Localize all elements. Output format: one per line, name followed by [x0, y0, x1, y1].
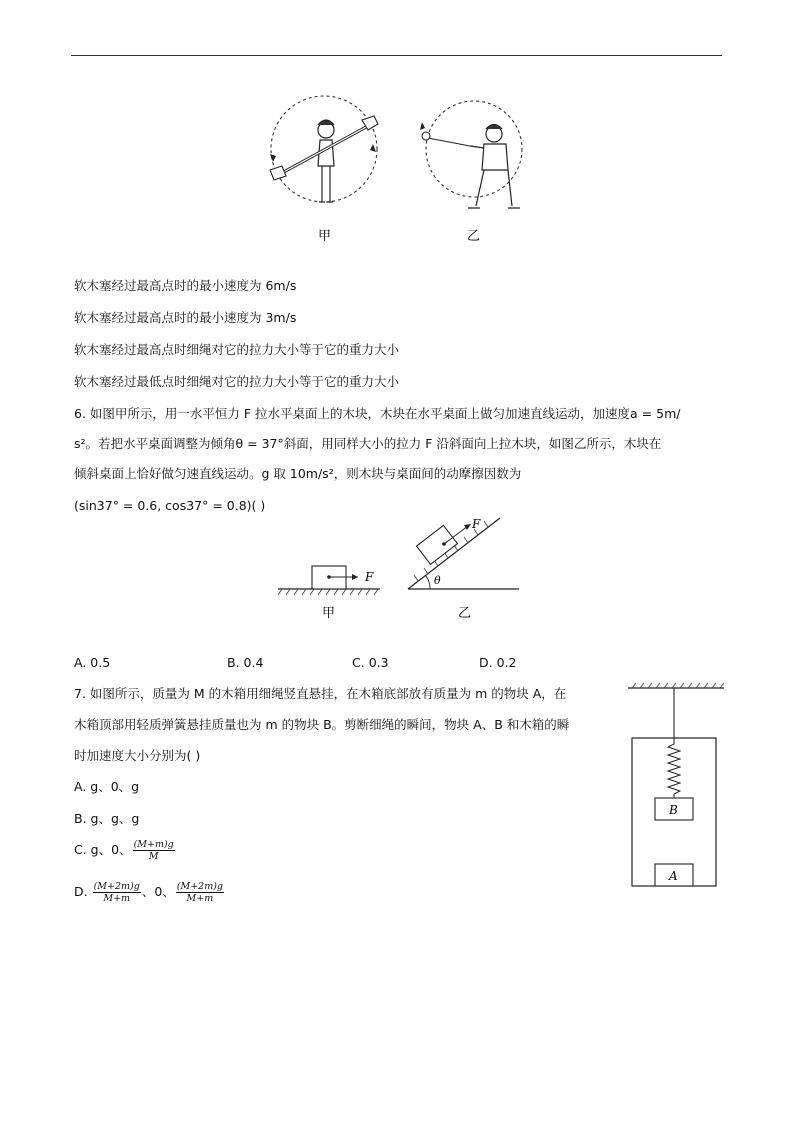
header-rule [71, 55, 722, 56]
figure-caption-left: 甲 [318, 229, 332, 244]
q6-stem-line1: 6. 如图甲所示，用一水平恒力 F 拉水平桌面上的木块，木块在水平桌面上做匀加速直线运动，加速度a = 5m/ [74, 406, 681, 421]
q7-option-d-fraction-1: $\frac{(M+2m)g}{M+m}$ [93, 881, 140, 904]
q7-stem-line2: 木箱顶部用轻质弹簧悬挂质量也为 m 的物块 B。剪断细绳的瞬间，物块 A、B 和木箱的瞬 [74, 717, 570, 732]
q6-stem-line3: 倾斜桌面上恰好做匀速直线运动。g 取 10m/s²，则木块与桌面间的动摩擦因数为 [74, 466, 522, 481]
q6-incline-figure [272, 514, 527, 624]
q7-box-spring-figure [626, 682, 726, 892]
q6-option-d: D. 0.2 [479, 655, 517, 670]
q7-stem-line3: 时加速度大小分别为( ) [74, 748, 201, 763]
q7-option-d-fraction-2: $\frac{(M+2m)g}{M+m}$ [176, 881, 224, 904]
q5-option-c: 软木塞经过最高点时细绳对它的拉力大小等于它的重力大小 [74, 342, 400, 357]
boy-figure-icon [468, 125, 520, 209]
q6-stem-line4: (sin37° = 0.6, cos37° = 0.8)( ) [74, 498, 266, 513]
q6-option-b: B. 0.4 [227, 655, 264, 670]
figure-caption-right: 乙 [467, 229, 481, 244]
girl-figure-icon [318, 120, 334, 202]
circular-motion-figure [262, 92, 532, 252]
q6-force-label-left: F [365, 570, 374, 584]
q6-option-a: A. 0.5 [74, 655, 111, 670]
q5-option-b: 软木塞经过最高点时的最小速度为 3m/s [74, 310, 297, 325]
q6-caption-left: 甲 [322, 606, 336, 621]
q5-option-a: 软木塞经过最高点时的最小速度为 6m/s [74, 278, 297, 293]
q6-option-c: C. 0.3 [352, 655, 389, 670]
q6-stem-line2: s²。若把水平桌面调整为倾角θ = 37°斜面，用同样大小的拉力 F 沿斜面向上拉木块，如图乙所示，木块在 [74, 436, 662, 451]
q6-caption-right: 乙 [458, 606, 472, 621]
q7-label-a: A [669, 869, 678, 883]
q7-option-c-fraction: $\frac{(M+m)g}{M}$ [133, 839, 174, 862]
q7-stem-line1: 7. 如图所示，质量为 M 的木箱用细绳竖直悬挂，在木箱底部放有质量为 m 的物块 A，在 [74, 686, 567, 701]
q6-force-label-right: F [472, 517, 481, 531]
q7-label-b: B [669, 803, 678, 817]
q7-option-c: C. g、0、 $\frac{(M+m)g}{M}$ [74, 839, 174, 862]
q5-option-d: 软木塞经过最低点时细绳对它的拉力大小等于它的重力大小 [74, 374, 400, 389]
q7-option-d: D. $\frac{(M+2m)g}{M+m}$ 、0、 $\frac{(M+2m)g}{M+m}$ [74, 881, 224, 904]
q7-option-a: A. g、0、g [74, 779, 140, 794]
q6-angle-label: θ [434, 574, 441, 587]
q7-option-b: B. g、g、g [74, 811, 140, 826]
